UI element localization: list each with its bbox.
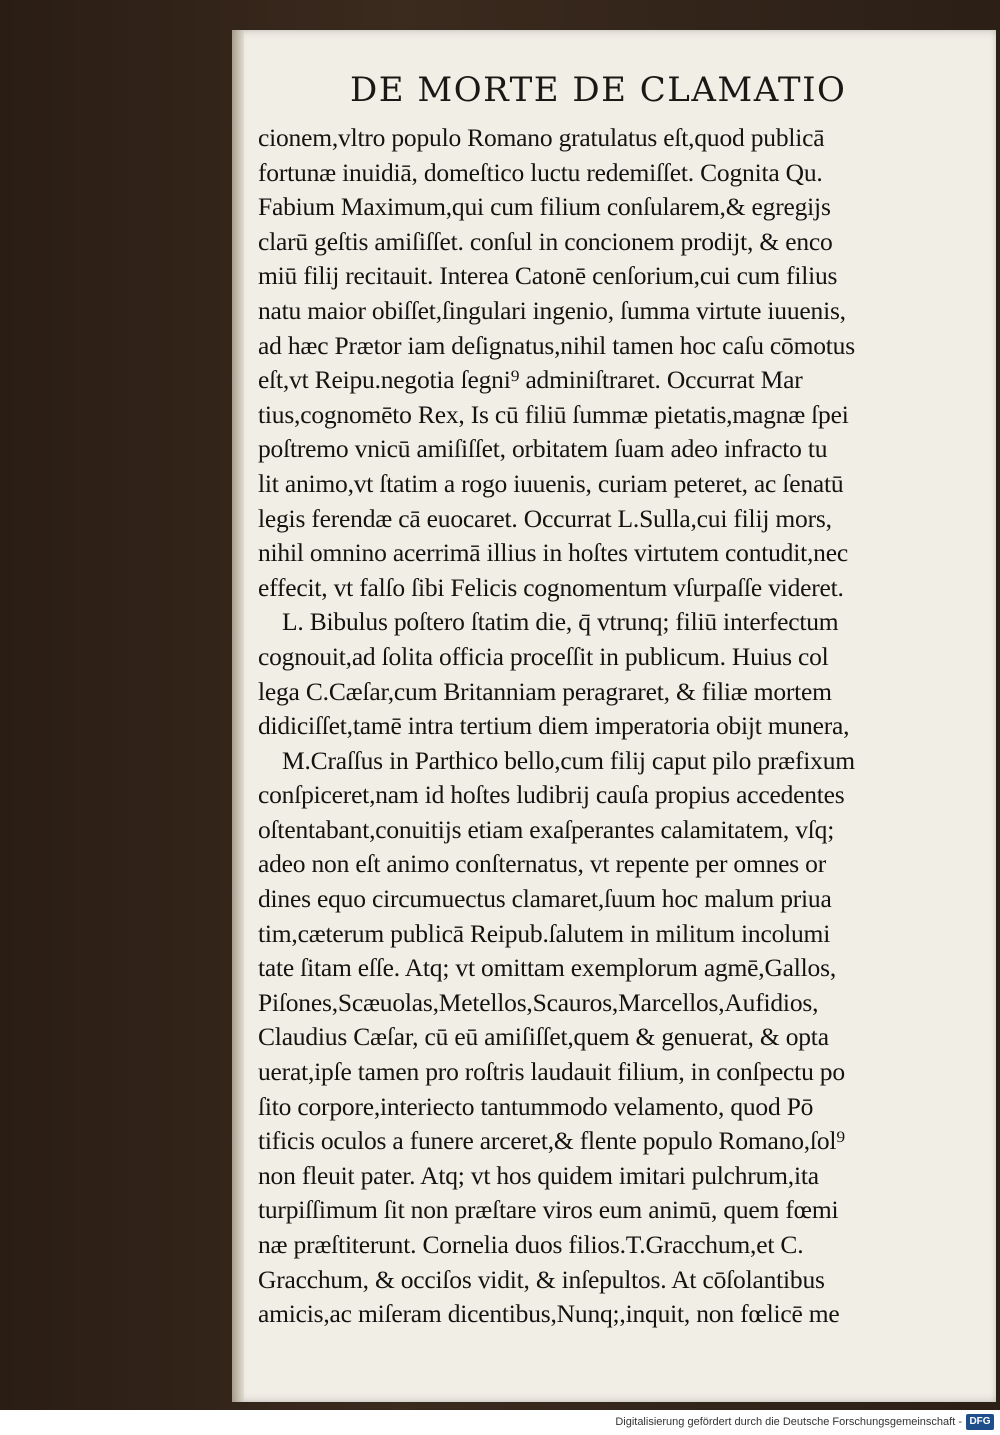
dfg-logo: DFG	[966, 1414, 994, 1430]
text-line: Gracchum, & occiſos vidit, & inſepultos. At cōſolantibus	[258, 1264, 825, 1294]
text-line: tate ſitam eſſe. Atq; vt omittam exemplorum agmē,Gallos,	[258, 953, 837, 983]
text-line: eſt,vt Reipu.negotia ſegni⁹ adminiſtraret. Occurrat Mar	[258, 365, 803, 395]
text-line: clarū geſtis amiſiſſet. conſul in concionem prodijt, & enco	[258, 226, 833, 256]
text-line: non fleuit pater. Atq; vt hos quidem imitari pulchrum,ita	[258, 1160, 819, 1190]
funding-credit: Digitalisierung gefördert durch die Deutsche Forschungsgemeinschaft -	[615, 1416, 962, 1428]
text-line: uerat,ipſe tamen pro roſtris laudauit filium, in conſpectu po	[258, 1057, 845, 1087]
text-line: effecit, vt falſo ſibi Felicis cognomentum vſurpaſſe videret.	[258, 572, 844, 602]
text-line: natu maior obiſſet,ſingulari ingenio, ſumma virtute iuuenis,	[258, 295, 846, 325]
text-line: dines equo circumuectus clamaret,ſuum hoc malum priua	[258, 884, 832, 914]
text-line: adeo non eſt animo conſternatus, vt repente per omnes or	[258, 849, 827, 879]
text-line: tificis oculos a funere arceret,& flente populo Romano,ſol⁹	[258, 1126, 845, 1156]
text-line: M.Craſſus in Parthico bello,cum filij caput pilo præfixum	[282, 745, 855, 775]
text-line: Piſones,Scæuolas,Metellos,Scauros,Marcellos,Aufidios,	[258, 987, 819, 1017]
text-line: poſtremo vnicū amiſiſſet, orbitatem ſuam adeo infracto tu	[258, 434, 828, 464]
text-line: cognouit,ad ſolita officia proceſſit in publicum. Huius col	[258, 641, 829, 671]
body-text	[258, 121, 994, 1332]
text-line: conſpiceret,nam id hoſtes ludibrij cauſa propius accedentes	[258, 780, 845, 810]
text-line: miū filij recitauit. Interea Catonē cenſorium,cui cum filius	[258, 261, 838, 291]
text-line: nihil omnino acerrimā illius in hoſtes virtutem contudit,nec	[258, 538, 848, 568]
text-line: ſito corpore,interiecto tantummodo velamento, quod Pō	[258, 1091, 814, 1121]
text-line: lit animo,vt ſtatim a rogo iuuenis, curiam peteret, ac ſenatū	[258, 468, 844, 498]
text-line: L. Bibulus poſtero ſtatim die, q̄ vtrunq; filiū interfectum	[282, 607, 839, 637]
text-line: næ præſtiterunt. Cornelia duos filios.T.Gracchum,et C.	[258, 1230, 804, 1259]
text-line: legis ferendæ cā euocaret. Occurrat L.Sulla,cui filij mors,	[258, 503, 832, 533]
text-line: didiciſſet,tamē intra tertium diem imperatoria obijt munera,	[258, 711, 850, 741]
running-head: DE MORTE DE CLAMATIO	[350, 70, 847, 110]
text-line: cionem,vltro populo Romano gratulatus eſt,quod publicā	[258, 123, 825, 152]
footer-bar	[0, 1410, 1000, 1435]
text-line: fortunæ inuidiā, domeſtico luctu redemiſſet. Cognita Qu.	[258, 157, 823, 187]
text-line: tim,cæterum publicā Reipub.ſalutem in militum incolumi	[258, 918, 831, 948]
text-line: Claudius Cæſar, cū eū amiſiſſet,quem & genuerat, & opta	[258, 1022, 829, 1052]
book-page	[232, 30, 996, 1402]
text-line: tius,cognomēto Rex, Is cū filiū ſummæ pietatis,magnæ ſpei	[258, 399, 849, 429]
text-line: amicis,ac miſeram dicentibus,Nunq;,inquit, non fœlicē me	[258, 1299, 840, 1329]
text-line: Fabium Maximum,qui cum filium conſularem,& egregijs	[258, 192, 831, 222]
page-binding-edge	[232, 30, 244, 1402]
text-line: lega C.Cæſar,cum Britanniam peragraret, & filiæ mortem	[258, 676, 832, 706]
text-line: ad hæc Prætor iam deſignatus,nihil tamen hoc caſu cōmotus	[258, 330, 855, 360]
text-line: oſtentabant,conuitijs etiam exaſperantes calamitatem, vſq;	[258, 814, 835, 844]
text-line: turpiſſimum ſit non præſtare viros eum animū, quem fœmi	[258, 1195, 839, 1225]
